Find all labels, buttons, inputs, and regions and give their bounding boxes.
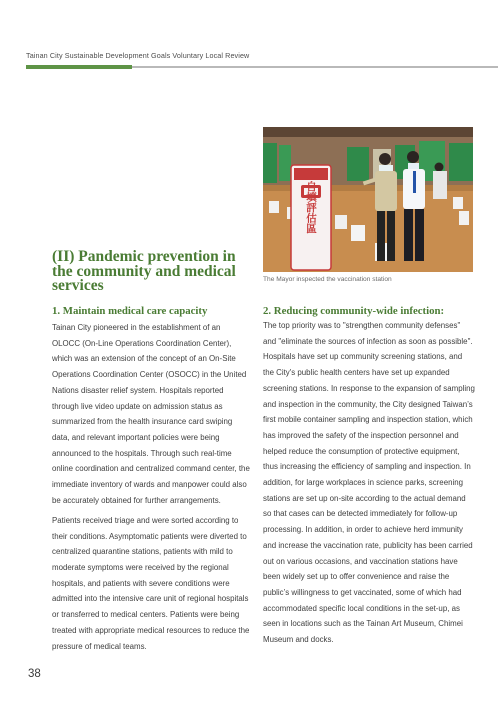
photo-caption: The Mayor inspected the vaccination station <box>263 276 392 283</box>
page-number: 38 <box>28 668 41 680</box>
subsection-heading-medical-care: 1. Maintain medical care capacity <box>52 305 208 317</box>
left-column <box>52 320 250 654</box>
header-divider <box>132 66 498 68</box>
paragraph-community-defense: The top priority was to "strengthen community defenses" and "eliminate the sources of infection as soon as possible". Hospitals have set up community screening stations, and the City's public health centers have set up expanded screening stations. In response to the expansion of sampling and inspection in the community, the City designed Taiwan’s first mobile container sampling and inspection station, which has improved the safety of the inspection personnel and helped reduce the consumption of protective equipment, thus increasing the efficiency of sampling and inspection. In addition, for large workplaces in science parks, screening stations are set up on-site according to the actual demand so that cases can be detected immediately for follow-up processing. In addition, in order to achieve herd immunity and increase the vaccination rate, publicity has been carried out on various occasions, and vaccination stations have been widely set up to offer convenience and raise the public’s willingness to get vaccinated, some of which had accommodated specific local conditions in the set-up, as seen in locations such as the Tainan Art Museum, Chimei Museum and docks. <box>263 321 475 645</box>
running-title: Tainan City Sustainable Development Goals Voluntary Local Review <box>26 51 250 60</box>
vaccination-station-photo <box>263 127 473 272</box>
subsection-heading-infection: 2. Reducing community-wide infection: <box>263 305 445 317</box>
paragraph-olocc: Tainan City pioneered in the establishment of an OLOCC (On-Line Operations Coordination Center), which was an extension of the concept of an On-Site Operations Coordination Center (OSOCC) in the United Nations disaster relief system. Hospitals reported through live video update on admission status as summarized from the health insurance card swiping data, and relevant important policies were being announced to the hospitals. Through such real-time online coordination and centralized command center, the immediate inventory of wards and manpower could also be accurately obtained for further arrangements. <box>52 323 250 505</box>
right-column <box>263 318 475 648</box>
banner-text: 自填評估區 <box>305 180 317 234</box>
section-title: (II) Pandemic prevention in the community and medical services <box>52 248 236 294</box>
paragraph-triage: Patients received triage and were sorted according to their conditions. Asymptomatic patients were diverted to centralized quarantine stations, patients with mild to moderate symptoms were received by the regional hospitals, and patients with severe conditions were admitted into the intensive care unit of regional hospitals or transferred to medical centers. Patients were being treated with appropriate medical resources to reduce the pressure of medical teams. <box>52 515 250 651</box>
header-accent-rule <box>26 65 132 69</box>
